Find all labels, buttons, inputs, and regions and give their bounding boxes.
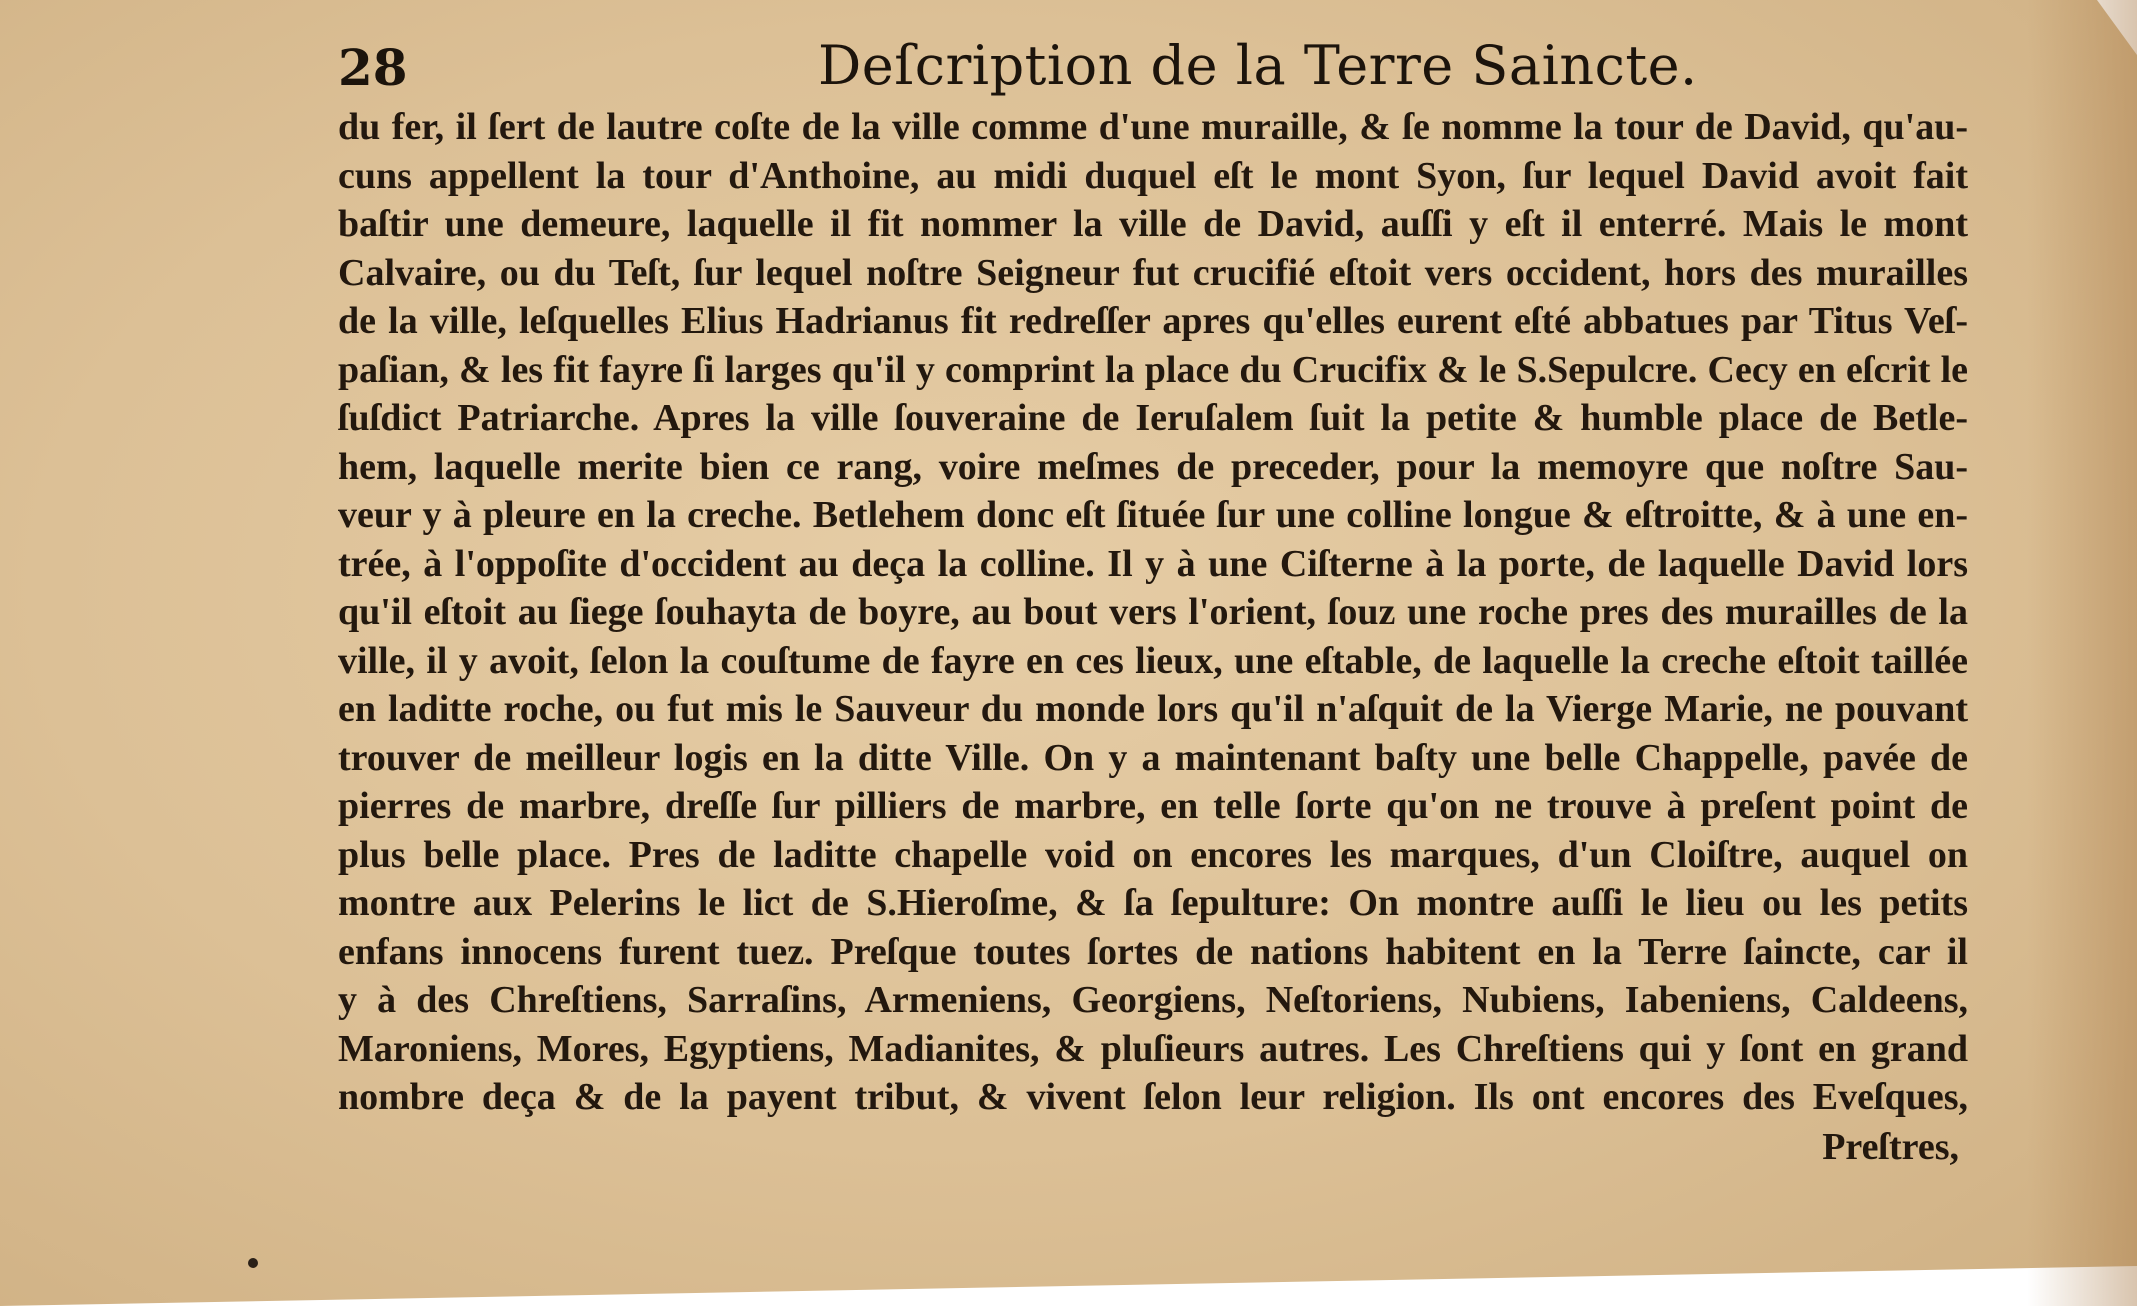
scan-edge-corner [2097, 0, 2137, 55]
text-line: ſuſdict Patriarche. Apres la ville ſouveraine de Ieruſalem ſuit la petite & humble place de Betle- [338, 397, 1968, 439]
text-line: qu'il eſtoit au ſiege ſouhayta de boyre, au bout vers l'orient, ſouz une roche pres des murailles de la [338, 591, 1968, 633]
text-line: de la ville, leſquelles Elius Hadrianus fit redreſſer apres qu'elles eurent eſté abbatues par Titus Veſ- [338, 300, 1968, 342]
text-line: du fer, il ſert de lautre coſte de la ville comme d'une muraille, & ſe nomme la tour de David, qu'au- [338, 106, 1968, 148]
text-line: plus belle place. Pres de laditte chapelle void on encores les marques, d'un Cloiſtre, auquel on [338, 833, 1968, 876]
scan-edge-bottom [0, 1266, 2137, 1306]
text-line: nombre deça & de la payent tribut, & vivent ſelon leur religion. Ils ont encores des Eveſques, [338, 1076, 1968, 1118]
text-line: pierres de marbre, dreſſe ſur pilliers de marbre, en telle ſorte qu'on ne trouve à preſent point de [338, 785, 1968, 827]
page-header [338, 28, 1978, 98]
text-line: veur y à pleure en la creche. Betlehem donc eſt ſituée ſur une colline longue & eſtroitte, & à une en- [338, 494, 1968, 536]
text-line: trée, à l'oppoſite d'occident au deça la colline. Il y à une Ciſterne à la porte, de laquelle David lors [338, 542, 1968, 585]
text-line: hem, laquelle merite bien ce rang, voire meſmes de preceder, pour la memoyre que noſtre Sau- [338, 445, 1968, 488]
running-title: Deſcription de la Terre Saincte. [818, 34, 1698, 97]
catchword: Preſtres, [1822, 1126, 1959, 1168]
text-line: y à des Chreſtiens, Sarraſins, Armeniens, Georgiens, Neſtoriens, Nubiens, Iabeniens, Caldeens, [338, 979, 1968, 1021]
text-line: Maroniens, Mores, Egyptiens, Madianites, & pluſieurs autres. Les Chreſtiens qui y ſont en grand [338, 1027, 1968, 1070]
text-line: ville, il y avoit, ſelon la couſtume de fayre en ces lieux, une eſtable, de laquelle la creche eſtoit taillée [338, 639, 1968, 682]
ink-speck [248, 1258, 258, 1268]
text-line: cuns appellent la tour d'Anthoine, au midi duquel eſt le mont Syon, ſur lequel David avoit fait [338, 154, 1968, 197]
body-text [338, 103, 1968, 1122]
text-line: montre aux Pelerins le lict de S.Hieroſme, & ſa ſepulture: On montre auſſi le lieu ou les petits [338, 882, 1968, 924]
text-line: en laditte roche, ou fut mis le Sauveur du monde lors qu'il n'aſquit de la Vierge Marie, ne pouvant [338, 688, 1968, 730]
page-number: 28 [338, 38, 408, 97]
text-line: baſtir une demeure, laquelle il fit nommer la ville de David, auſſi y eſt il enterré. Mais le mont [338, 203, 1968, 245]
text-line: Calvaire, ou du Teſt, ſur lequel noſtre Seigneur fut crucifié eſtoit vers occident, hors des murailles [338, 251, 1968, 294]
text-line: paſian, & les fit fayre ſi larges qu'il y comprint la place du Crucifix & le S.Sepulcre. Cecy en eſcrit le [338, 348, 1968, 391]
text-line: trouver de meilleur logis en la ditte Ville. On y a maintenant baſty une belle Chappelle, pavée de [338, 736, 1968, 779]
text-line: enfans innocens furent tuez. Preſque toutes ſortes de nations habitent en la Terre ſaincte, car il [338, 930, 1968, 973]
